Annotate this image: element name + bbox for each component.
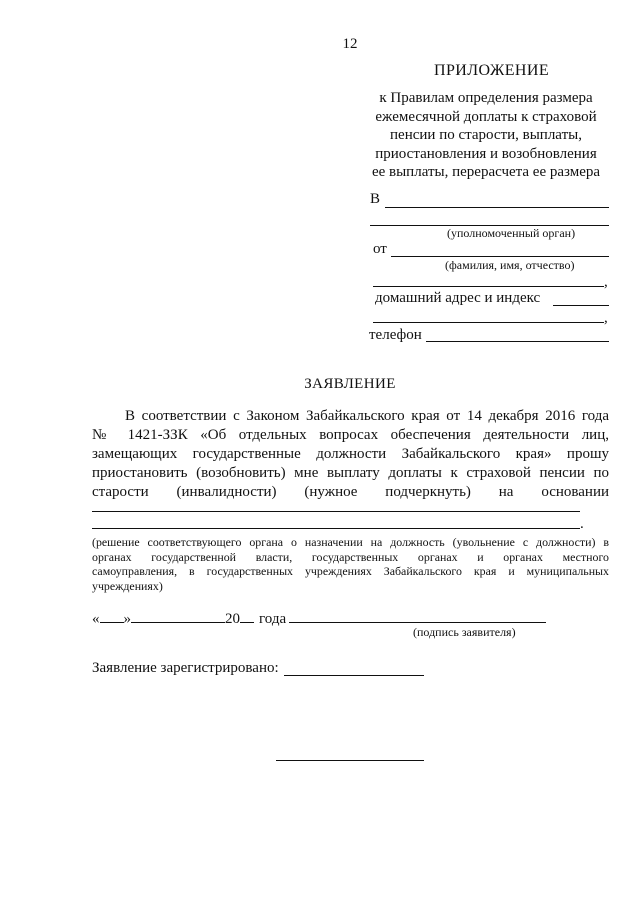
basis-field-line-2[interactable] [92, 528, 580, 529]
body-line: замещающих государственные должности Забайкальского края» прошу [92, 445, 609, 462]
registrar-signature-line[interactable] [276, 760, 424, 761]
body-line: № 1421-ЗЗК «Об отдельных вопросах обеспечения деятельности лиц, [92, 426, 609, 443]
phone-label: телефон [369, 327, 422, 343]
statement-body [92, 407, 609, 502]
open-quote: « [92, 611, 100, 627]
registration-field[interactable] [284, 675, 424, 676]
authority-field-line-1[interactable] [385, 207, 609, 208]
appendix-title: ПРИЛОЖЕНИЕ [434, 62, 550, 79]
body-line: старости (инвалидности) (нужное подчеркнуть) на основании [92, 483, 609, 500]
appendix-line: приостановления и возобновления [375, 145, 597, 162]
applicant-name-field[interactable] [391, 256, 609, 257]
name-hint: (фамилия, имя, отчество) [445, 258, 575, 272]
registration-label: Заявление зарегистрировано: [92, 660, 279, 676]
year-suffix: года [259, 611, 287, 627]
name-continuation-field[interactable] [373, 286, 604, 287]
address-label: домашний адрес и индекс [375, 290, 541, 306]
signature-field[interactable] [289, 609, 546, 623]
footnote-line: самоуправления, в государственных учреждениях Забайкальского края и муниципальных [92, 564, 609, 579]
address-field-1[interactable] [553, 305, 609, 306]
footnote-line: учреждениях) [92, 579, 163, 594]
to-prefix: В [370, 191, 381, 207]
statement-title: ЗАЯВЛЕНИЕ [304, 376, 396, 392]
month-field[interactable] [131, 609, 225, 623]
phone-field[interactable] [426, 341, 609, 342]
comma: , [604, 274, 608, 290]
page-number: 12 [342, 36, 358, 52]
basis-footnote [92, 535, 609, 594]
period: . [580, 516, 584, 532]
day-field[interactable] [100, 609, 124, 623]
appendix-line: к Правилам определения размера [379, 90, 593, 106]
from-prefix: от [373, 241, 387, 257]
body-line: В соответствии с Законом Забайкальского края от 14 декабря 2016 года [125, 408, 609, 424]
year-field[interactable] [240, 609, 254, 623]
footnote-line: органах государственной власти, государственных органах и органах местного [92, 549, 609, 564]
basis-field-line-1[interactable] [92, 511, 580, 512]
appendix-line: ежемесячной доплаты к страховой [375, 108, 597, 125]
appendix-rules-reference [360, 89, 612, 182]
close-quote: » [123, 611, 131, 627]
body-line: приостановить (возобновить) мне выплату доплаты к страховой пенсии по [92, 464, 609, 481]
footnote-line: (решение соответствующего органа о назначении на должность (увольнение с должности) в [92, 535, 609, 549]
authority-hint: (уполномоченный орган) [447, 226, 576, 240]
comma: , [604, 310, 608, 326]
year-prefix: 20 [225, 611, 240, 627]
address-field-2[interactable] [373, 322, 604, 323]
signature-hint: (подпись заявителя) [413, 625, 516, 639]
appendix-line: пенсии по старости, выплаты, [390, 127, 582, 144]
appendix-line: ее выплаты, перерасчета ее размера [371, 164, 601, 181]
